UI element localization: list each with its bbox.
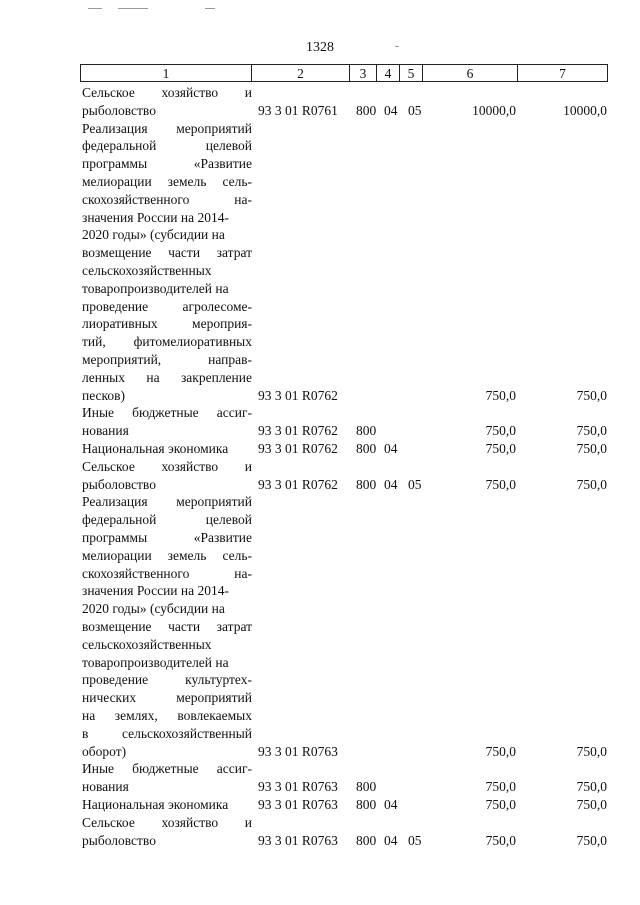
scan-speck <box>205 8 215 9</box>
amount-col7: 750,0 <box>576 423 607 439</box>
amount-col6: 750,0 <box>485 797 516 812</box>
budget-code: 93 3 01 R0761 <box>258 102 338 118</box>
budget-code: 93 3 01 R0763 <box>258 779 338 795</box>
header-cell-5: 5 <box>399 64 423 82</box>
description-line: рыболовство <box>82 832 156 848</box>
row-description <box>82 493 252 760</box>
budget-code: 93 3 01 R0763 <box>258 832 338 848</box>
description-line: рыболовство <box>82 476 156 492</box>
amount-col7: 750,0 <box>576 441 607 456</box>
description-line: 2020 годы» (субсидии на <box>82 227 225 243</box>
row-description <box>82 796 252 814</box>
section: 04 <box>384 102 398 118</box>
row-description <box>82 458 252 494</box>
description-line: песков) <box>82 387 126 403</box>
amount-col6: 750,0 <box>485 423 516 439</box>
amount-col6: 750,0 <box>485 387 516 403</box>
section: 04 <box>384 476 398 492</box>
row-description <box>82 84 252 120</box>
subsection: 05 <box>408 102 422 118</box>
subsection: 05 <box>408 476 422 492</box>
amount-col6: 750,0 <box>485 441 516 456</box>
description-line: Иные бюджетные ассиг- <box>82 761 252 777</box>
description-line: на землях, вовлекаемых <box>82 707 252 723</box>
description-line: Иные бюджетные ассиг- <box>82 405 252 421</box>
description-line: рыболовство <box>82 102 156 118</box>
amount-col7: 750,0 <box>576 779 607 795</box>
description-line: Национальная экономика <box>82 797 229 812</box>
header-cell-6: 6 <box>422 64 518 82</box>
description-line: Сельское хозяйство и <box>82 85 252 100</box>
description-line: ленных на закрепление <box>82 369 252 385</box>
amount-col7: 750,0 <box>576 476 607 492</box>
expense-type: 800 <box>356 797 377 812</box>
description-line: проведение агролесоме- <box>82 298 252 314</box>
section: 04 <box>384 832 398 848</box>
description-line: программы «Развитие <box>82 156 252 172</box>
description-line: товаропроизводителей на <box>82 654 229 670</box>
amount-col6: 750,0 <box>485 779 516 795</box>
row-description <box>82 440 252 458</box>
description-line: товаропроизводителей на <box>82 280 229 296</box>
description-line: нических мероприятий <box>82 690 252 706</box>
description-line: нования <box>82 423 129 439</box>
description-line: скохозяйственного на- <box>82 191 252 207</box>
expense-type: 800 <box>356 779 377 795</box>
description-line: нования <box>82 779 129 795</box>
row-description <box>82 404 252 440</box>
section: 04 <box>384 797 398 812</box>
scan-speck <box>395 46 399 47</box>
amount-col7: 750,0 <box>576 743 607 759</box>
amount-col6: 750,0 <box>485 476 516 492</box>
table-header <box>80 64 608 84</box>
row-description <box>82 120 252 405</box>
description-line: мелиорации земель сель- <box>82 173 252 189</box>
scan-speck <box>118 8 148 9</box>
row-description <box>82 760 252 796</box>
expense-type: 800 <box>356 102 377 118</box>
description-line: значения России на 2014- <box>82 583 229 599</box>
budget-code: 93 3 01 R0763 <box>258 743 338 759</box>
budget-code: 93 3 01 R0762 <box>258 441 338 456</box>
scan-speck <box>88 8 102 9</box>
description-line: мелиорации земель сель- <box>82 547 252 563</box>
description-line: Реализация мероприятий <box>82 494 252 510</box>
description-line: Реализация мероприятий <box>82 120 252 136</box>
description-line: в сельскохозяйственный <box>82 725 252 741</box>
budget-code: 93 3 01 R0762 <box>258 476 338 492</box>
description-line: проведение культуртех- <box>82 672 252 688</box>
description-line: Национальная экономика <box>82 441 229 456</box>
expense-type: 800 <box>356 441 377 456</box>
row-description <box>82 814 252 850</box>
description-line: федеральной целевой <box>82 512 252 528</box>
expense-type: 800 <box>356 832 377 848</box>
amount-col7: 750,0 <box>576 797 607 812</box>
section: 04 <box>384 441 398 456</box>
header-cell-3: 3 <box>349 64 377 82</box>
amount-col6: 750,0 <box>485 743 516 759</box>
expense-type: 800 <box>356 476 377 492</box>
header-cell-4: 4 <box>376 64 400 82</box>
description-line: сельскохозяйственных <box>82 262 212 278</box>
description-line: тий, фитомелиоративных <box>82 334 252 350</box>
amount-col7: 750,0 <box>576 832 607 848</box>
description-line: Сельское хозяйство и <box>82 458 252 474</box>
amount-col6: 10000,0 <box>472 102 516 118</box>
description-line: скохозяйственного на- <box>82 565 252 581</box>
description-line: Сельское хозяйство и <box>82 814 252 830</box>
amount-col6: 750,0 <box>485 832 516 848</box>
description-line: возмещение части затрат <box>82 245 252 261</box>
amount-col7: 10000,0 <box>563 102 607 118</box>
budget-code: 93 3 01 R0762 <box>258 423 338 439</box>
description-line: программы «Развитие <box>82 529 252 545</box>
description-line: 2020 годы» (субсидии на <box>82 601 225 617</box>
description-line: мероприятий, направ- <box>82 351 252 367</box>
subsection: 05 <box>408 832 422 848</box>
expense-type: 800 <box>356 423 377 439</box>
description-line: лиоративных мероприя- <box>82 316 252 332</box>
header-cell-2: 2 <box>251 64 350 82</box>
header-cell-7: 7 <box>517 64 608 82</box>
description-line: значения России на 2014- <box>82 209 229 225</box>
page-number: 1328 <box>306 40 334 55</box>
description-line: оборот) <box>82 743 127 759</box>
description-line: сельскохозяйственных <box>82 636 212 652</box>
budget-code: 93 3 01 R0762 <box>258 387 338 403</box>
budget-code: 93 3 01 R0763 <box>258 797 338 812</box>
header-cell-1: 1 <box>80 64 252 82</box>
description-line: возмещение части затрат <box>82 618 252 634</box>
description-line: федеральной целевой <box>82 138 252 154</box>
amount-col7: 750,0 <box>576 387 607 403</box>
